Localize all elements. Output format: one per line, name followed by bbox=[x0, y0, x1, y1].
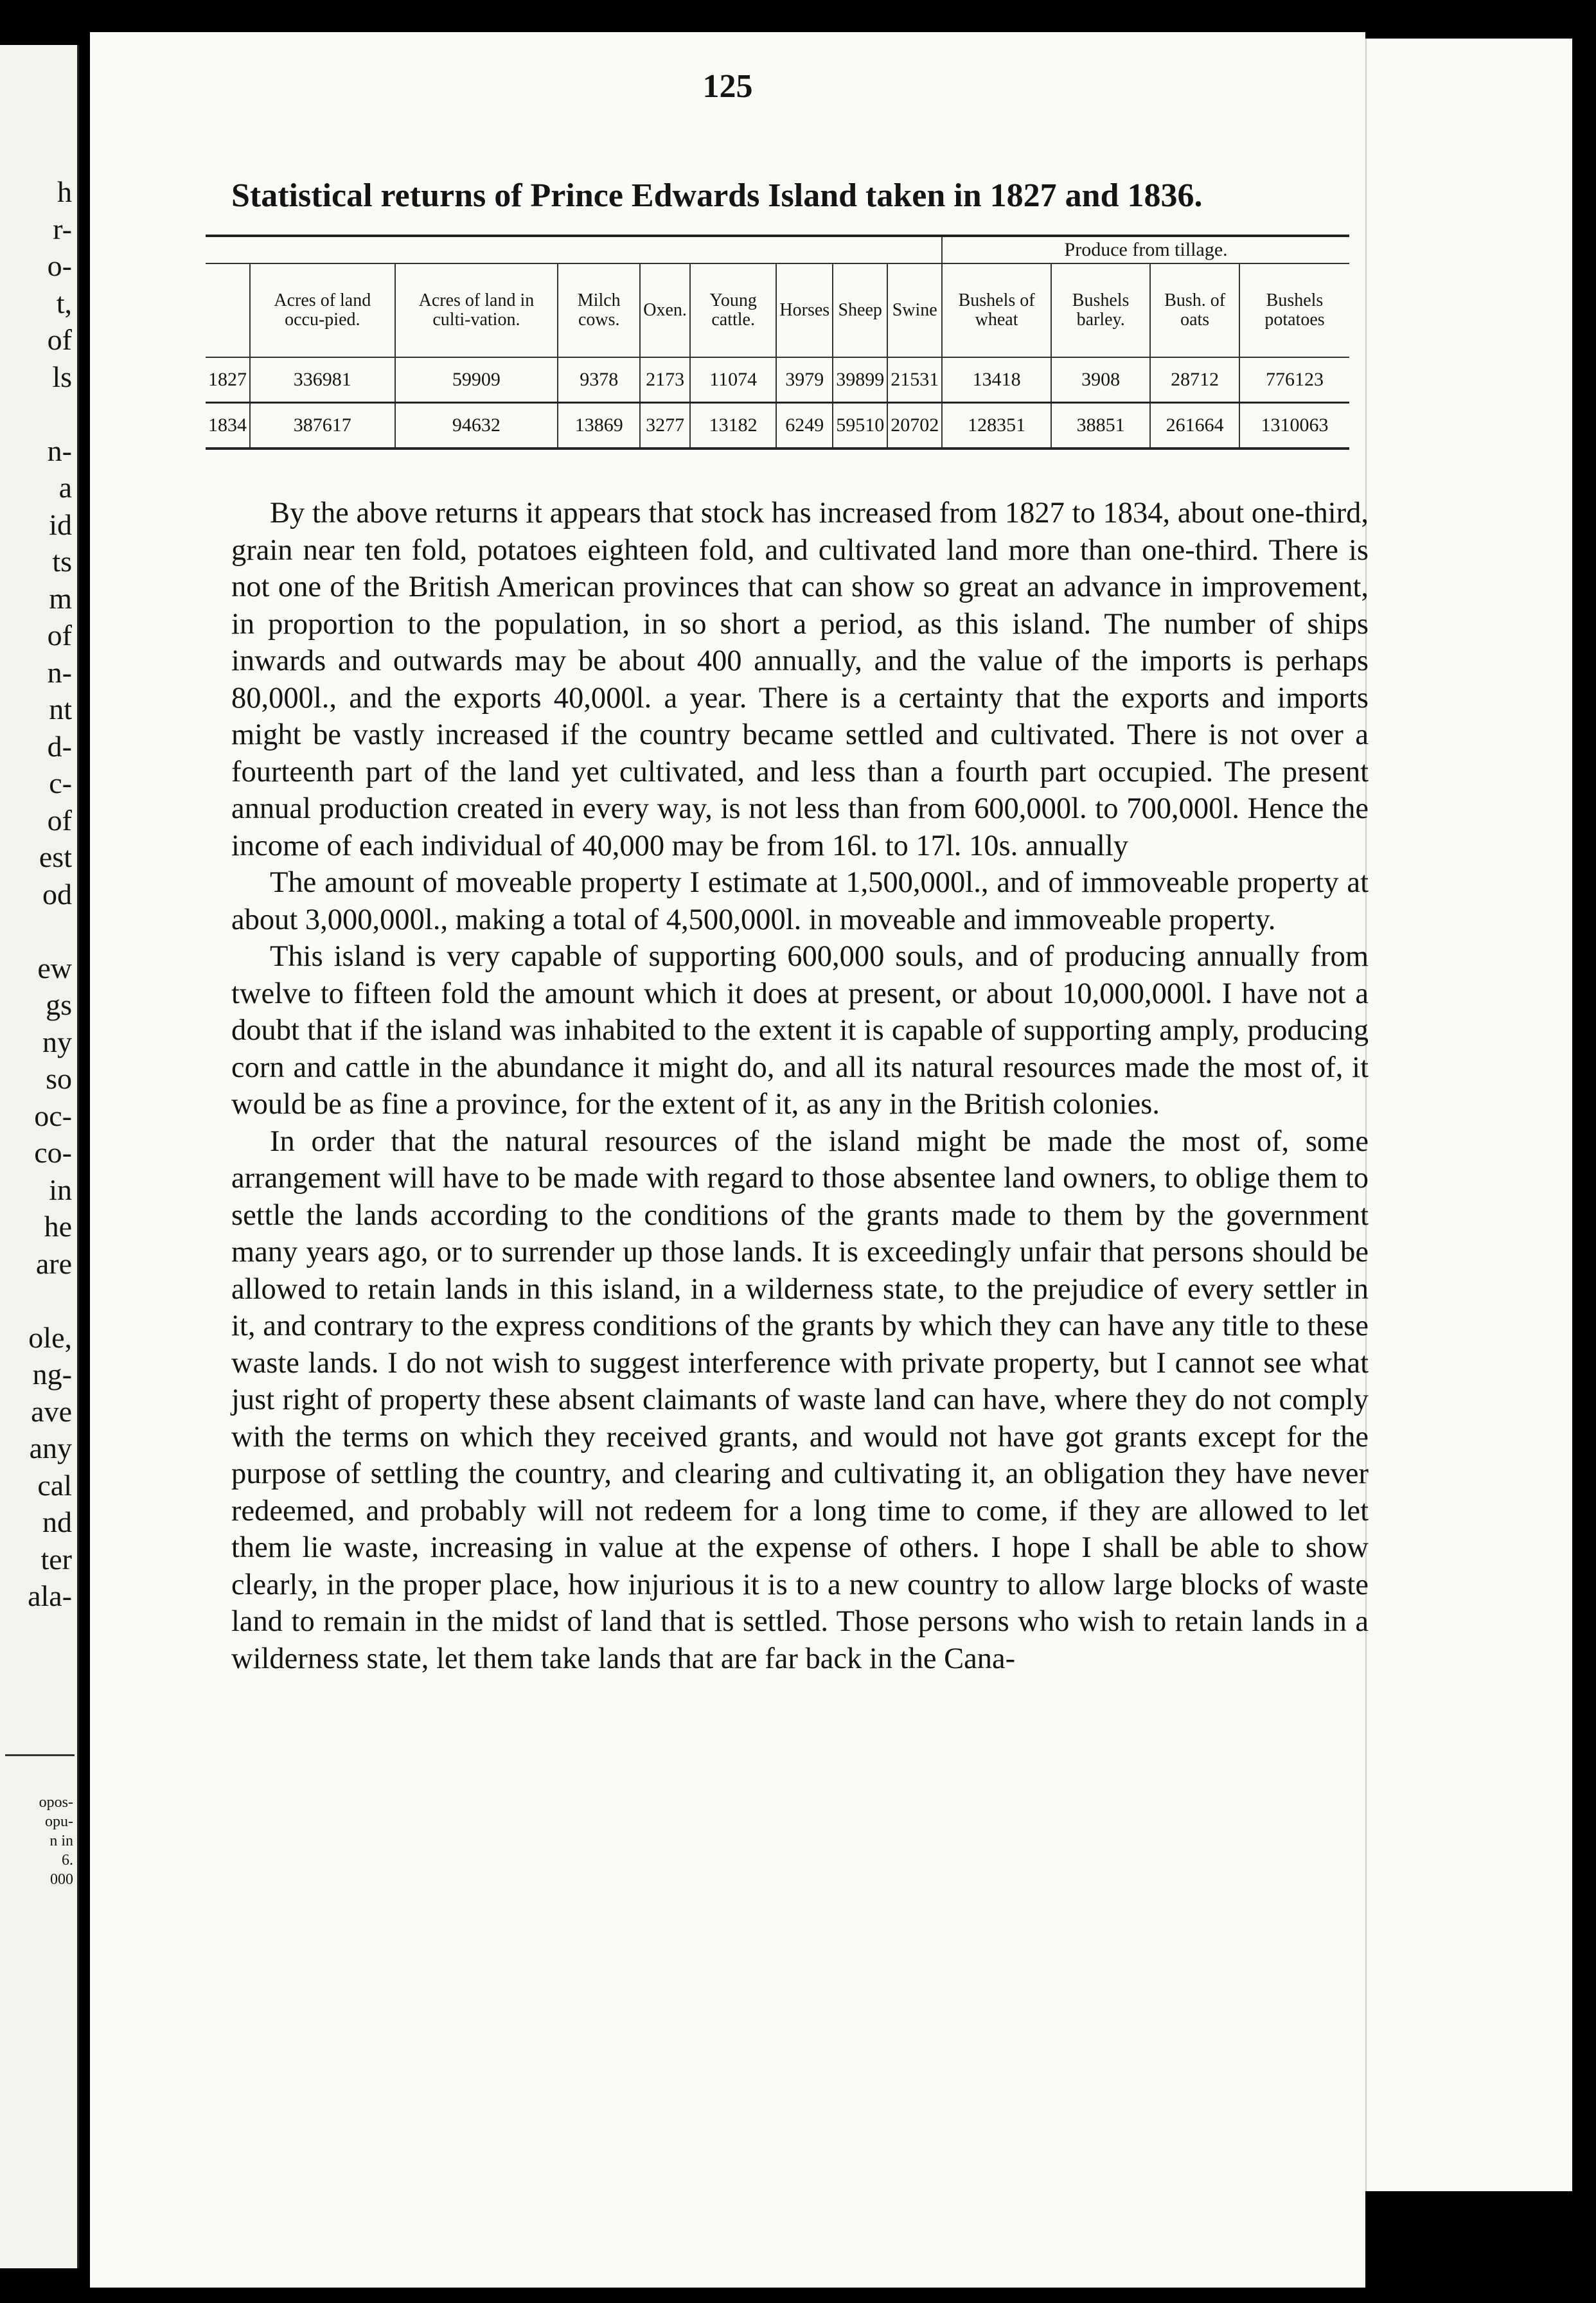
table-group-spacer bbox=[206, 236, 942, 263]
book-page bbox=[90, 32, 1369, 2288]
statistics-table bbox=[206, 235, 1349, 450]
table-cell: 38851 bbox=[1051, 403, 1150, 449]
row-year: 1827 bbox=[208, 369, 247, 390]
left-page-fragment: est bbox=[39, 840, 72, 873]
column-header: Acres of land in culti-vation. bbox=[395, 263, 558, 357]
left-page-fragment: of bbox=[47, 323, 72, 356]
left-page-fragment: so bbox=[46, 1062, 72, 1095]
left-page-fragment: o- bbox=[47, 249, 72, 282]
left-page-fragment: a bbox=[58, 471, 72, 504]
column-header: Bush. of oats bbox=[1150, 263, 1239, 357]
left-page-rule bbox=[5, 1754, 75, 1756]
column-header: Bushels potatoes bbox=[1239, 263, 1349, 357]
table-cell: 13869 bbox=[558, 403, 640, 449]
left-footnote-line: opu- bbox=[45, 1813, 73, 1830]
table-row bbox=[206, 403, 1349, 449]
table-cell: 59510 bbox=[833, 403, 887, 449]
left-page-fragment: id bbox=[49, 508, 72, 541]
produce-group-header: Produce from tillage. bbox=[942, 236, 1349, 263]
table-cell: 2173 bbox=[640, 357, 690, 403]
left-page-fragment: of bbox=[47, 803, 72, 837]
table-group-header-row bbox=[206, 236, 1349, 263]
left-page-fragment: in bbox=[49, 1173, 72, 1206]
left-page-text-fragments bbox=[1, 173, 77, 1615]
left-footnote-line: 000 bbox=[50, 1871, 73, 1888]
left-footnote-line: 6. bbox=[62, 1852, 73, 1869]
table-body bbox=[206, 357, 1349, 449]
left-page-fragment: d- bbox=[47, 729, 72, 763]
left-page-fragment: nt bbox=[49, 693, 72, 725]
table-cell: 59909 bbox=[395, 357, 558, 403]
left-page-fragment: ave bbox=[31, 1394, 72, 1428]
left-page-fragment: r- bbox=[53, 212, 72, 245]
column-header: Milch cows. bbox=[558, 263, 640, 357]
table-cell: 13418 bbox=[942, 357, 1051, 403]
column-header: Young cattle. bbox=[690, 263, 777, 357]
paragraph: This island is very capable of supporting 600,000 souls, and of producing annually from twelve to fifteen fold the amount which it does at present, or about 10,000,000l. I have not a doubt that if the island was inhabited to the extent it is capable of supporting amply, producing corn and cattle in the abundance it might do, and all its natural resources made the most of, it would be as fine a province, for the extent of it, as any in the British colonies. bbox=[231, 940, 1369, 1121]
table-cell: 20702 bbox=[887, 403, 942, 449]
column-header: Acres of land occu-pied. bbox=[250, 263, 395, 357]
year-column-header bbox=[206, 263, 250, 357]
column-header: Sheep bbox=[833, 263, 887, 357]
left-page-footnote bbox=[1, 1793, 77, 1889]
table-cell: 1310063 bbox=[1239, 403, 1349, 449]
left-page-fragment: are bbox=[35, 1247, 72, 1280]
left-page-fragment: ole, bbox=[28, 1320, 72, 1354]
page-number: 125 bbox=[702, 68, 753, 105]
left-page-fragment: nd bbox=[42, 1506, 72, 1538]
left-facing-page bbox=[0, 45, 79, 2268]
left-page-fragment: t, bbox=[56, 286, 72, 319]
left-page-fragment: co- bbox=[34, 1136, 72, 1169]
left-page-fragment: ew bbox=[37, 951, 72, 984]
column-header: Horses bbox=[776, 263, 833, 357]
table-cell: 261664 bbox=[1150, 403, 1239, 449]
table-cell: 21531 bbox=[887, 357, 942, 403]
table-cell: 3908 bbox=[1051, 357, 1150, 403]
table-cell: 9378 bbox=[558, 357, 640, 403]
left-page-fragment: gs bbox=[46, 988, 72, 1021]
paragraph: In order that the natural resources of the island might be made the most of, some arrangement will have to be made with regard to those absentee land owners, to oblige them to settle the lands according to the conditions of the grants made to them by the government many years ago, or to surrender up those lands. It is exceedingly unfair that persons should be allowed to retain lands in this island, in a wilderness state, to the prejudice of every settler in it, and contrary to the express conditions of the grants by which they can have any title to these waste lands. I do not wish to suggest interference with private property, but I cannot see what just right of property these absent claimants of waste land can have, where they do not comply with the terms on which they received grants, and would not have got grants except for the purpose of settling the country, and clearing and cultivating it, an obligation they have never redeemed, and probably will not redeem for a long time to come, if they are allowed to let them lie waste, increasing in value at the expense of others. I hope I shall be able to show clearly, in the proper place, how injurious it is to a new country to allow large blocks of waste land to remain in the midst of land that is settled. Those persons who wish to retain lands in a wilderness state, let them take lands that are far back in the Cana- bbox=[231, 1125, 1369, 1675]
left-page-fragment: n- bbox=[47, 655, 72, 689]
left-page-fragment: ny bbox=[42, 1025, 72, 1058]
left-page-fragment: of bbox=[47, 619, 72, 652]
left-page-fragment: m bbox=[49, 582, 72, 615]
left-page-fragment: any bbox=[29, 1432, 72, 1464]
table-cell: 39899 bbox=[833, 357, 887, 403]
column-header: Oxen. bbox=[640, 263, 690, 357]
left-page-fragment: ala- bbox=[28, 1579, 72, 1612]
left-page-fragment: ng- bbox=[32, 1358, 72, 1391]
table-cell: 94632 bbox=[395, 403, 558, 449]
column-header: Bushels of wheat bbox=[942, 263, 1051, 357]
left-page-fragment: ter bbox=[40, 1542, 72, 1576]
body-text bbox=[231, 495, 1369, 1677]
left-page-fragment: cal bbox=[37, 1468, 72, 1502]
table-cell: 28712 bbox=[1150, 357, 1239, 403]
left-page-fragment: oc- bbox=[34, 1099, 72, 1132]
table-cell: 387617 bbox=[250, 403, 395, 449]
left-footnote-line: n in bbox=[49, 1833, 73, 1849]
table-cell: 3277 bbox=[640, 403, 690, 449]
table-row bbox=[206, 357, 1349, 403]
table-cell: 3979 bbox=[776, 357, 833, 403]
left-page-fragment: od bbox=[42, 877, 72, 911]
table-cell: 336981 bbox=[250, 357, 395, 403]
left-page-fragment: h bbox=[57, 175, 72, 208]
row-year: 1834 bbox=[206, 403, 250, 449]
column-header: Swine bbox=[887, 263, 942, 357]
paragraph: The amount of moveable property I estimate at 1,500,000l., and of immoveable property at about 3,000,000l., making a total of 4,500,000l. in moveable and immoveable property. bbox=[231, 866, 1369, 936]
left-page-fragment: ts bbox=[52, 545, 72, 578]
left-page-fragment: c- bbox=[49, 767, 72, 799]
table-title: Statistical returns of Prince Edwards Island taken in 1827 and 1836. bbox=[231, 177, 1203, 214]
left-page-fragment: n- bbox=[47, 434, 72, 467]
column-header: Bushels barley. bbox=[1051, 263, 1150, 357]
table-column-header-row bbox=[206, 263, 1349, 357]
table-cell: 776123 bbox=[1239, 357, 1349, 403]
table-cell: 6249 bbox=[776, 403, 833, 449]
left-footnote-line: opos- bbox=[39, 1794, 73, 1811]
right-page-edge bbox=[1365, 39, 1572, 2191]
left-page-fragment: ls bbox=[52, 360, 72, 393]
table-cell: 11074 bbox=[690, 357, 777, 403]
table-cell: 128351 bbox=[942, 403, 1051, 449]
table-cell: 13182 bbox=[690, 403, 777, 449]
paragraph: By the above returns it appears that stock has increased from 1827 to 1834, about one-third, grain near ten fold, potatoes eighteen fold, and cultivated land more than one-third. There is not one of the British American provinces that can show so great an advance in improvement, in proportion to the population, in so short a period, as this island. The number of ships inwards and outwards may be about 400 annually, and the value of the imports is perhaps 80,000l., and the exports 40,000l. a year. There is a certainty that the exports and imports might be vastly increased if the country became settled and cultivated. There is not over a fourteenth part of the land yet cultivated, and less than a fourth part occupied. The present annual production created in every way, is not less than from 600,000l. to 700,000l. Hence the income of each individual of 40,000 may be from 16l. to 17l. 10s. annually bbox=[231, 497, 1369, 862]
left-page-fragment: he bbox=[44, 1210, 72, 1243]
